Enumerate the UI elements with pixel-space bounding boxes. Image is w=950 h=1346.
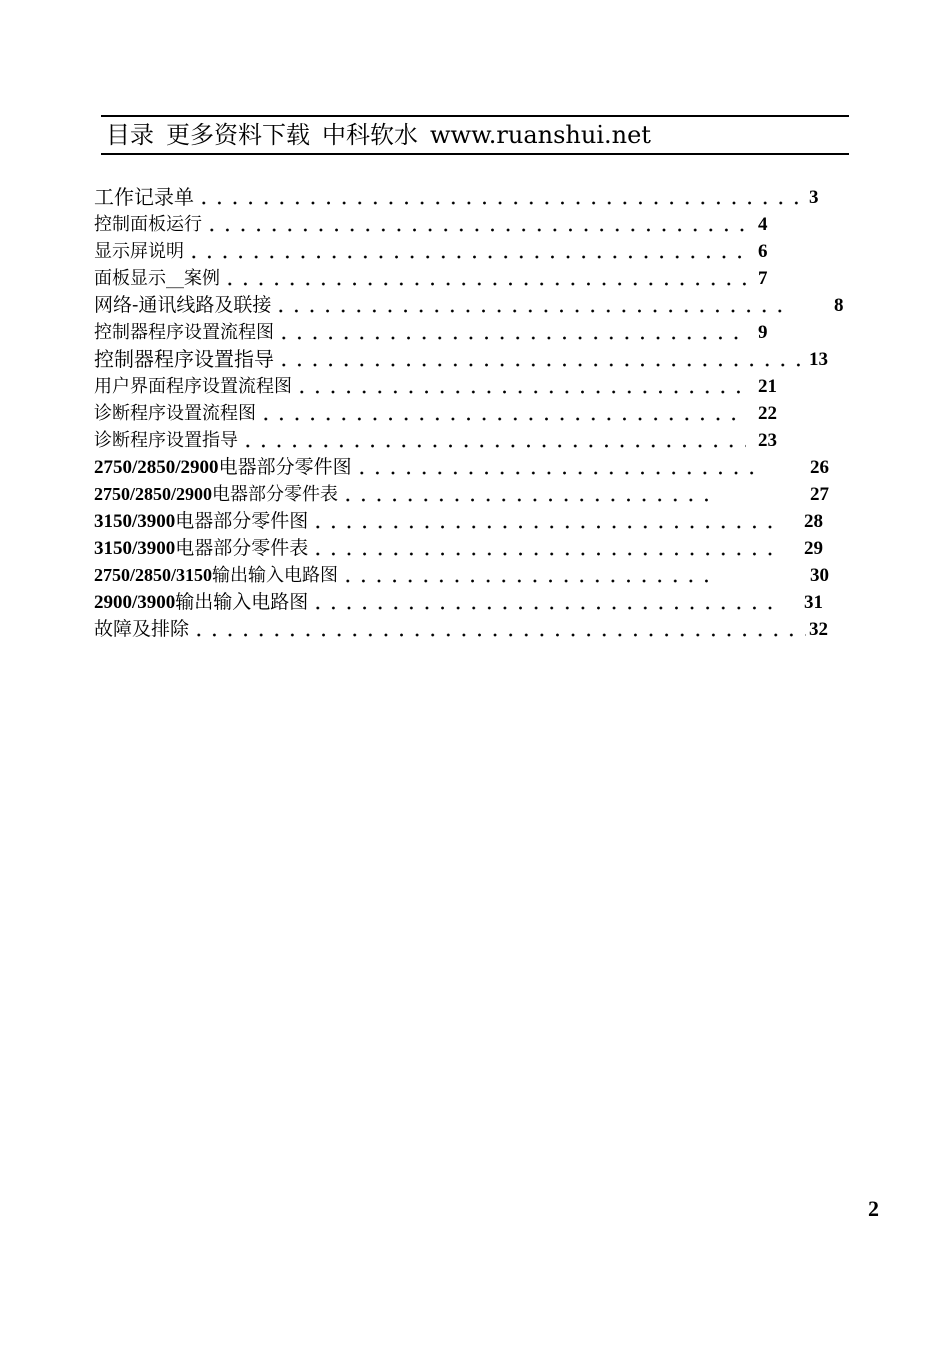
toc-entry-label: 控制器程序设置指导 bbox=[94, 347, 274, 371]
toc-leader-dots bbox=[273, 292, 784, 319]
toc-entry-title bbox=[94, 427, 238, 454]
toc-leader-dots bbox=[310, 589, 784, 616]
toc-entry[interactable] bbox=[94, 481, 854, 508]
toc-entry[interactable] bbox=[94, 292, 854, 319]
toc-entry-title bbox=[94, 454, 352, 481]
toc-entry-page: 32 bbox=[809, 619, 828, 640]
toc-entry-title bbox=[94, 508, 308, 535]
toc-entry-page: 30 bbox=[810, 565, 829, 586]
toc-entry-page: 7 bbox=[758, 268, 768, 289]
toc-entry-title bbox=[94, 346, 274, 373]
toc-entry[interactable] bbox=[94, 589, 854, 616]
toc-label: 目录 bbox=[106, 121, 154, 149]
toc-leader-dots bbox=[340, 562, 719, 589]
toc-leader-dots bbox=[340, 481, 719, 508]
toc-leader-dots bbox=[276, 346, 806, 373]
toc-leader-dots bbox=[258, 400, 746, 427]
toc-entry-title bbox=[94, 400, 256, 427]
toc-leader-dots bbox=[276, 319, 746, 346]
toc-entry[interactable] bbox=[94, 211, 854, 238]
toc-entry[interactable] bbox=[94, 562, 854, 589]
header-top-rule bbox=[101, 115, 849, 117]
toc-entry[interactable] bbox=[94, 265, 854, 292]
toc-leader-dots bbox=[191, 616, 806, 643]
toc-entry[interactable] bbox=[94, 238, 854, 265]
toc-entry-page: 4 bbox=[758, 214, 768, 235]
toc-entry-title bbox=[94, 616, 189, 643]
toc-entry-label: 面板显示__案例 bbox=[94, 268, 220, 289]
toc-entry-title bbox=[94, 292, 271, 319]
toc-entry-model: 2750/2850/3150 bbox=[94, 565, 213, 585]
toc-entry-page: 13 bbox=[809, 349, 828, 370]
toc-entry-model: 3150/3900 bbox=[94, 511, 176, 532]
toc-entry-title bbox=[94, 184, 194, 211]
toc-leader-dots bbox=[294, 373, 746, 400]
toc-entry-label: 故障及排除 bbox=[94, 618, 190, 640]
toc-leader-dots bbox=[310, 508, 784, 535]
toc-entry-label: 输出输入电路图 bbox=[175, 591, 309, 613]
toc-entry-label: 电器部分零件图 bbox=[175, 510, 309, 532]
toc-header bbox=[106, 118, 651, 152]
download-text: 更多资料下载 bbox=[166, 121, 310, 149]
brand-name: 中科软水 bbox=[322, 121, 418, 149]
toc-entry-label: 网络-通讯线路及联接 bbox=[94, 294, 272, 316]
toc-entry-page: 26 bbox=[810, 457, 829, 478]
toc-entry-label: 电器部分零件表 bbox=[212, 484, 339, 505]
toc-entry-page: 21 bbox=[758, 376, 777, 397]
toc-entry[interactable] bbox=[94, 508, 854, 535]
table-of-contents bbox=[94, 184, 854, 643]
toc-leader-dots bbox=[204, 211, 746, 238]
toc-entry-title bbox=[94, 562, 338, 589]
toc-entry-label: 显示屏说明 bbox=[94, 241, 184, 262]
toc-entry[interactable] bbox=[94, 346, 854, 373]
toc-entry-label: 用户界面程序设置流程图 bbox=[94, 376, 292, 397]
toc-entry[interactable] bbox=[94, 400, 854, 427]
toc-entry-page: 27 bbox=[810, 484, 829, 505]
toc-entry-label: 诊断程序设置指导 bbox=[94, 430, 238, 451]
toc-leader-dots bbox=[310, 535, 784, 562]
toc-entry-page: 31 bbox=[804, 592, 823, 613]
toc-entry[interactable] bbox=[94, 535, 854, 562]
toc-leader-dots bbox=[186, 238, 746, 265]
toc-entry-title bbox=[94, 319, 274, 346]
toc-entry-label: 电器部分零件图 bbox=[218, 456, 352, 478]
toc-entry-model: 2750/2850/2900 bbox=[94, 484, 213, 504]
toc-leader-dots bbox=[196, 184, 806, 211]
toc-entry-page: 23 bbox=[758, 430, 777, 451]
toc-entry[interactable] bbox=[94, 319, 854, 346]
toc-entry-title bbox=[94, 211, 202, 238]
toc-entry-page: 8 bbox=[834, 295, 844, 316]
toc-entry-model: 2900/3900 bbox=[94, 592, 176, 613]
toc-entry-page: 22 bbox=[758, 403, 777, 424]
toc-entry[interactable] bbox=[94, 427, 854, 454]
toc-entry-page: 3 bbox=[809, 187, 819, 208]
toc-entry-title bbox=[94, 589, 308, 616]
toc-entry-model: 3150/3900 bbox=[94, 538, 176, 559]
toc-entry-label: 控制面板运行 bbox=[94, 214, 202, 235]
toc-entry[interactable] bbox=[94, 616, 854, 643]
toc-entry-title bbox=[94, 535, 308, 562]
toc-entry-title bbox=[94, 265, 220, 292]
toc-entry[interactable] bbox=[94, 454, 854, 481]
toc-leader-dots bbox=[240, 427, 746, 454]
toc-entry-page: 28 bbox=[804, 511, 823, 532]
page-number: 2 bbox=[868, 1196, 879, 1221]
toc-entry-title bbox=[94, 481, 338, 508]
toc-entry-label: 工作记录单 bbox=[94, 185, 194, 209]
header-bottom-rule bbox=[101, 153, 849, 155]
toc-entry-title bbox=[94, 238, 184, 265]
toc-entry[interactable] bbox=[94, 184, 854, 211]
toc-leader-dots bbox=[354, 454, 764, 481]
toc-entry[interactable] bbox=[94, 373, 854, 400]
toc-entry-page: 9 bbox=[758, 322, 768, 343]
toc-entry-label: 控制器程序设置流程图 bbox=[94, 322, 274, 343]
toc-entry-title bbox=[94, 373, 292, 400]
toc-entry-page: 6 bbox=[758, 241, 768, 262]
toc-entry-label: 电器部分零件表 bbox=[175, 537, 309, 559]
toc-entry-page: 29 bbox=[804, 538, 823, 559]
website-url: www.ruanshui.net bbox=[430, 121, 651, 149]
toc-entry-label: 诊断程序设置流程图 bbox=[94, 403, 256, 424]
toc-leader-dots bbox=[222, 265, 746, 292]
toc-entry-label: 输出输入电路图 bbox=[212, 565, 339, 586]
toc-entry-model: 2750/2850/2900 bbox=[94, 457, 219, 478]
